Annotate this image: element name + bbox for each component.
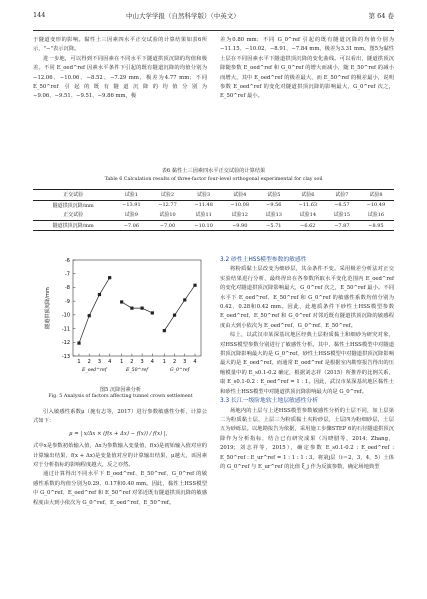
y-tick-label: -12 [61,340,70,347]
paragraph: 场地内的土层与上述HSS模型参数敏感性分析的土层不同，如上层第二为粉质黏土层，上层三为粉质黏土夹粉砂层，土层四为粉细砂层，土层五为砂砾层。以地勘报告为依据，采用施工步骤STEP 6的石径隧道拱顶沉降作为分析指标，结合已有研究成果（冯晓腊等，2014；Zhang，2019；刘志祥等，2015），确定参数 E_s0.1-0.2 : E_oed^ref : E_50^ref : E_ur^ref = 1 : 1 : 1 : 3。将第j层（i＝2，3，4，5）土体的 G_0^ref 与 E_ur^ref 的比值 ξ_j 作为反演参数，确定场地典型 [220,407,394,470]
section-heading-3-2: 3.2 砂性土HSS模型参数的敏感性 [220,257,307,263]
table-row [33,200,394,210]
table-cell: −7.87 [326,220,358,231]
paragraph: 于隧道变形的影响。黏性土三因素四水平正交试验的计算结果如表6所示，"−"表示沉降。 [33,37,207,53]
header-rule [33,30,394,31]
y-tick-label: -9 [65,298,70,305]
table-cell: 试验2 [149,190,185,201]
data-point [108,276,111,279]
table-cell: −9.90 [222,220,258,231]
x-tick-label: 2 [172,359,177,365]
x-tick-label: 1 [162,359,166,365]
right-column-top [220,36,394,102]
right-column-bottom [220,256,394,472]
table-title-en: Table 6 Calculation results of three-factor four-level orthogonal experimental for clay soil [104,177,323,182]
x-tick-label: 3 [97,359,102,365]
data-point [183,298,186,301]
figure-caption-en: Fig. 5 Analysis of factors affecting tunnel crown settlement [48,394,193,399]
table-cell: 试验4 [222,190,258,201]
section-heading-3-3: 3.3 长江一级阶地软土地层敏感性分析 [220,398,319,405]
paragraph: 将粉质黏土层改变为细砂层，其余条件不变。采用极差分析法对正交实验结果进行分析，最终得出在各参数所取水平变化范围内 E_oed^ref 的变化对隧道拱顶沉降影响最大，G_0^ref 次之，E_50^ref 最小。不同水平下 E_oed^ref、E_50^ref 和 G_0^ref 的敏感性系数均值分别为0.42、0.28和0.42 mm。因此，此地质条件下砂性土HSS模型参数 E_oed^ref、E_50^ref 和 G_0^ref 对邻近既有隧道拱顶沉降的敏感程度由大到小依次为 E_oed^ref、G_0^ref、E_50^ref。 [220,266,394,329]
x-tick-label: 1 [120,359,124,365]
x-tick-label: 4 [108,359,112,365]
settlement-chart [33,254,208,384]
x-tick-label: 3 [140,359,144,365]
figure-5 [33,254,208,388]
journal-title: 中山大学学报（自然科学版）（中英文） [126,12,240,20]
running-header [0,0,427,30]
table-cell: −6.62 [290,220,326,231]
table-cell: −11.63 [290,200,326,210]
table-cell: 试验11 [195,212,212,219]
table-row [33,220,394,231]
table-title-cn: 表6 黏性土三因素四水平正交试验的计算结果 [161,168,266,174]
figure-caption-cn: 图5 沉降因素分析 [99,387,142,393]
table-cell: 试验13 [265,212,282,219]
data-point [141,307,144,310]
y-tick-label: -8 [65,285,70,292]
y-tick-label: -10 [61,312,70,319]
data-point [77,342,80,345]
paragraph: 综上，以武汉市某深基坑地区经典土层粉质黏土和细砂为研究对象，对HSS模型参数分别进行了敏感性分析。其中，黏性土HSS模型中对隧道拱顶沉降影响最大的是 G_0^ref，砂性土HSS模型中对隧道拱顶沉降影响最大的是 E_oed^ref。而通常 E_oed^ref 是根据室内勘察报告得出的压缩模量中的 E_s0.1-0.2 确定，根据刘志祥（2015）所推荐的比例关系，取 E_s0.1-0.2 : E_oed^ref = 1 : 1。因此，武汉市某深基坑地区黏性土和砂性土HSS模型中对隧道拱顶沉降影响最大的是 G_0^ref。 [220,332,394,395]
data-point [120,300,123,303]
x-tick-label: 4 [150,359,154,365]
table-cell: −10.49 [358,200,394,210]
table-cell: −13.91 [113,200,149,210]
table-cell: 隧道拱顶沉降/mm [33,200,113,210]
x-tick-label: 4 [193,359,197,365]
data-point [98,293,101,296]
y-tick-label: -11 [61,326,70,333]
table-cell: 试验14 [299,212,317,219]
table-cell: −7.06 [113,220,149,231]
paragraph: 通过计算得出不同水平下 E_oed^ref、E_50^ref、G_0^ref 的敏感性系数的均值分别为0.29、0.17和0.40 mm。因此，黏性土HSS模型中 G_0^ref、E_oed^ref 和 E_50^ref 对邻近既有隧道拱顶沉降的敏感程度由大到小依次为 G_0^ref、E_oed^ref、E_50^ref。 [33,471,207,506]
table-cell: 试验15 [333,212,351,219]
x-tick-label: 1 [77,359,81,365]
series-line [164,285,195,330]
table-cell: 试验5 [258,190,290,201]
paragraph: 差为0.80 mm；不同 G_0^ref 引起的既有隧道沉降的均值分别为−11.15、−10.02、−8.91、−7.84 mm，极差为3.31 mm。图5为黏性土层在不同因素水平下隧道拱顶沉降的变化曲线。可以看出，隧道拱顶沉降随参数 E_oed^ref 和 G_0^ref 的增大而减小，随 E_50^ref 的减小而增大，其中 E_oed^ref 的极差最大，而 E_50^ref 的极差最小，说明参数 E_oed^ref 的变化对隧道拱顶沉降的影响最大，G_0^ref 次之，E_50^ref 最小。 [220,37,394,100]
series-line [79,278,110,343]
y-tick-label: -13 [61,353,70,360]
y-tick-label: -6 [65,257,70,264]
results-table [33,189,394,231]
series-line [122,302,153,313]
table-cell: 试验8 [358,190,394,201]
data-point [163,329,166,332]
table-cell: −8.95 [358,220,394,231]
sensitivity-equation: μ = | x/Δx × (f(x + Δx) − f(x)) / f(x) |， [69,430,171,437]
table-row [33,210,394,220]
table-cell: −9.56 [258,200,290,210]
y-tick-label: -7 [65,271,70,278]
table-cell: −12.77 [149,200,185,210]
x-tick-label: 3 [183,359,187,365]
data-point [88,314,91,317]
x-tick-label: 2 [130,359,134,365]
data-point [130,307,133,310]
table-cell: 试验3 [186,190,222,201]
table-row [33,190,394,201]
table-cell: −11.48 [186,200,222,210]
factor-label: E_50^ref [126,368,148,373]
paragraph: 进一步地，可以得到不同因素在不同水平下隧道拱顶沉降的均值和极差。不同 E_oed^ref 因素水平条件下引起的既有隧道沉降的均值分别为−12.06、−10.06、−8.52、−7.29 mm，极差为4.77 mm；不同 E_50^ref 引起的既有隧道沉降的均值分别为−9.06、−9.51、−9.51、−9.86 mm，极 [33,55,207,100]
data-point [151,311,154,314]
table-cell: 试验9 [124,212,138,219]
table-cell: −5.71 [258,220,290,231]
page-number: 144 [33,11,46,19]
table-cell: 试验12 [231,212,248,219]
factor-label: G_0^ref [169,368,190,373]
left-column-top [33,36,207,102]
table-cell: 试验7 [326,190,358,201]
table-cell: 正交试验 [63,212,84,219]
table-cell: 正交试验 [33,190,113,201]
x-tick-label: 2 [87,359,91,365]
factor-label: E_oed^ref [82,368,107,373]
y-axis-label: 隧道拱顶沉降/mm [45,287,51,329]
table-cell: 试验6 [290,190,326,201]
left-column-bottom [33,408,207,508]
table-cell: 试验10 [159,212,176,219]
table-cell: −8.57 [326,200,358,210]
table-cell: −10.08 [222,200,258,210]
table-cell: 试验1 [113,190,149,201]
paragraph: 式中x是参数初始输入值，Δx为参数输入变量值，f(x)是初始输入值对应的计算输出结果，f(x + Δx)是变量值对应的计算输出结果，μ越大，该因素对于分析指标的影响程度越大，反之亦然。 [33,443,207,469]
data-point [173,314,176,317]
table-cell: 试验16 [367,212,385,219]
volume-label: 第 64 卷 [368,12,394,20]
table-cell: 隧道拱顶沉降/mm [33,220,113,231]
paragraph: 引入敏感性系数μ（施有志等，2017）进行参数敏感性分析，计算公式如下： [33,409,207,425]
table-cell: −7.00 [149,220,185,231]
table-cell: −10.10 [186,220,222,231]
data-point [193,284,196,287]
